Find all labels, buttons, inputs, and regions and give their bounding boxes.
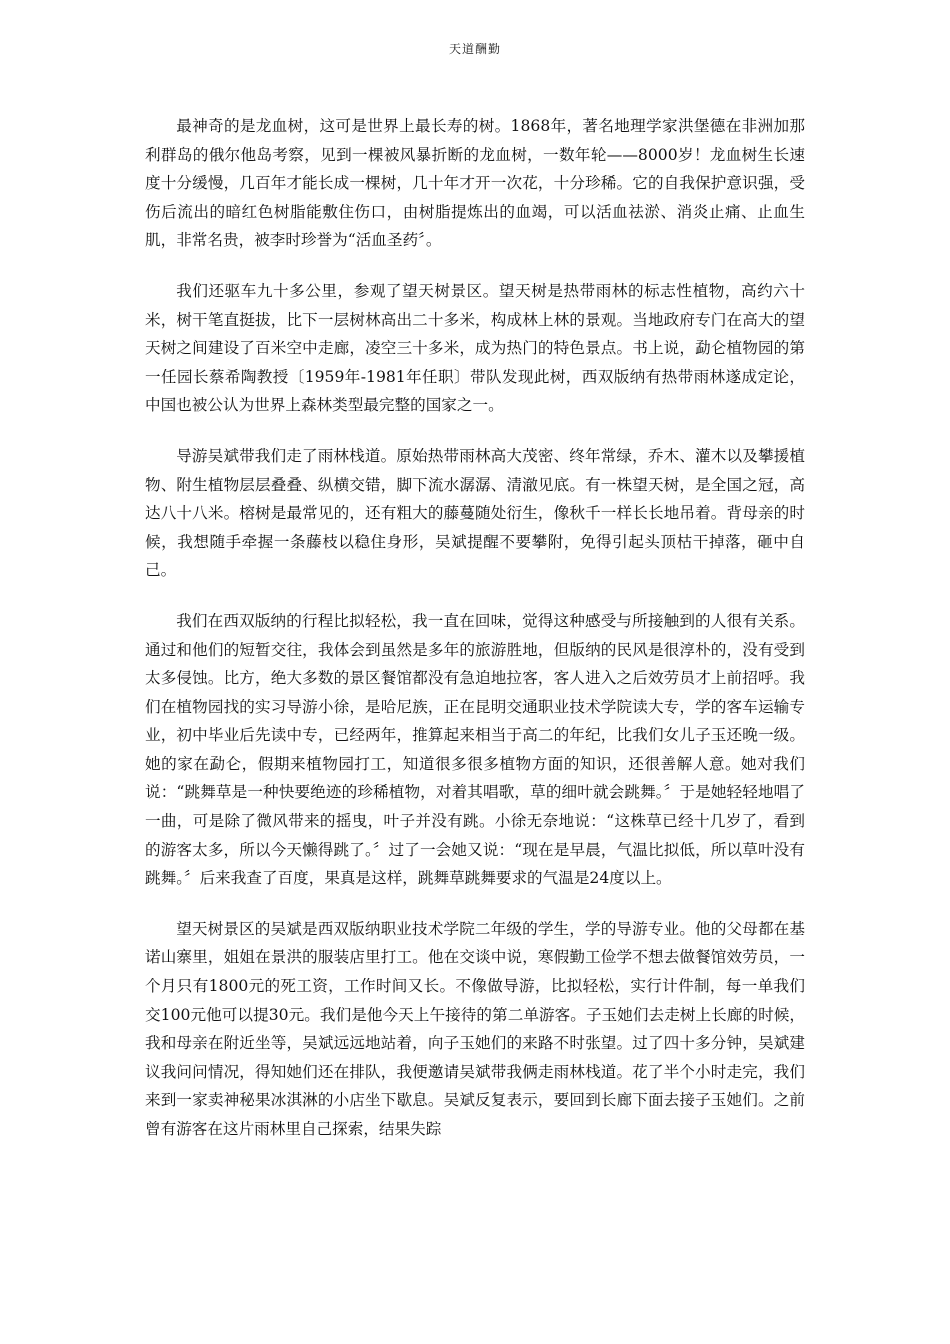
paragraph-rainforest-trail: 导游吴斌带我们走了雨林栈道。原始热带雨林高大茂密、终年常绿，乔木、灌木以及攀援植物、附生植物层层叠叠、纵横交错，脚下流水潺潺、清澈见底。有一株望天树，是全国之冠，高达八十八米。榕树是最常见的，还有粗大的藤蔓随处衍生，像秋千一样长长地吊着。背母亲的时候，我想随手牵握一条藤枝以稳住身形，吴斌提醒不要攀附，免得引起头顶枯干掉落，砸中自己。 (145, 446, 805, 580)
article-body (145, 112, 805, 1166)
paragraph-guide-wubin: 望天树景区的吴斌是西双版纳职业技术学院二年级的学生，学的导游专业。他的父母都在基诺山寨里，姐姐在景洪的服装店里打工。他在交谈中说，寒假勤工俭学不想去做餐馆效劳员，一个月只有1800元的死工资，工作时间又长。不像做导游，比拟轻松，实行计件制，每一单我们交100元他可以提30元。我们是他今天上午接待的第二单游客。子玉她们去走树上长廊的时候，我和母亲在附近坐等，吴斌远远地站着，向子玉她们的来路不时张望。过了四十多分钟，吴斌建议我问问情况，得知她们还在排队，我便邀请吴斌带我俩走雨林栈道。花了半个小时走完，我们来到一家卖神秘果冰淇淋的小店坐下歇息。吴斌反复表示，要回到长廊下面去接子玉她们。之前曾有游客在这片雨林里自己探索，结果失踪 (145, 919, 805, 1138)
paragraph-dragon-blood-tree: 最神奇的是龙血树，这可是世界上最长寿的树。1868年，著名地理学家洪堡德在非洲加那利群岛的俄尔他岛考察，见到一棵被风暴折断的龙血树，一数年轮——8000岁！龙血树生长速度十分缓慢，几百年才能长成一棵树，几十年才开一次花，十分珍稀。它的自我保护意识强，受伤后流出的暗红色树脂能敷住伤口，由树脂提炼出的血竭，可以活血祛淤、消炎止痛、止血生肌，非常名贵，被李时珍誉为“活血圣药〞。 (145, 117, 805, 250)
paragraph-guide-xiaoxu: 我们在西双版纳的行程比拟轻松，我一直在回味，觉得这种感受与所接触到的人很有关系。通过和他们的短暂交往，我体会到虽然是多年的旅游胜地，但版纳的民风是很淳朴的，没有受到太多侵蚀。比方，绝大多数的景区餐馆都没有急迫地拉客，客人进入之后效劳员才上前招呼。我们在植物园找的实习导游小徐，是哈尼族，正在昆明交通职业技术学院读大专，学的客车运输专业，初中毕业后先读中专，已经两年，推算起来相当于高二的年纪，比我们女儿子玉还晚一级。她的家在勐仑，假期来植物园打工，知道很多很多植物方面的知识，还很善解人意。她对我们说：“跳舞草是一种快要绝迹的珍稀植物，对着其唱歌，草的细叶就会跳舞。〞于是她轻轻地唱了一曲，可是除了微风带来的摇曳，叶子并没有跳。小徐无奈地说：“这株草已经十几岁了，看到的游客太多，所以今天懒得跳了。〞过了一会她又说：“现在是早晨，气温比拟低，所以草叶没有跳舞。〞后来我查了百度，果真是这样，跳舞草跳舞要求的气温是24度以上。 (145, 611, 805, 888)
paragraph-wangtian-tree: 我们还驱车九十多公里，参观了望天树景区。望天树是热带雨林的标志性植物，高约六十米，树干笔直挺拔，比下一层树林高出二十多米，构成林上林的景观。当地政府专门在高大的望天树之间建设了百米空中走廊，凌空三十多米，成为热门的特色景点。书上说，勐仑植物园的第一任园长蔡希陶教授〔1959年-1981年任职〕带队发现此树，西双版纳有热带雨林遂成定论，中国也被公认为世界上森林类型最完整的国家之一。 (145, 281, 805, 415)
page-header: 天道酬勤 (448, 42, 501, 56)
